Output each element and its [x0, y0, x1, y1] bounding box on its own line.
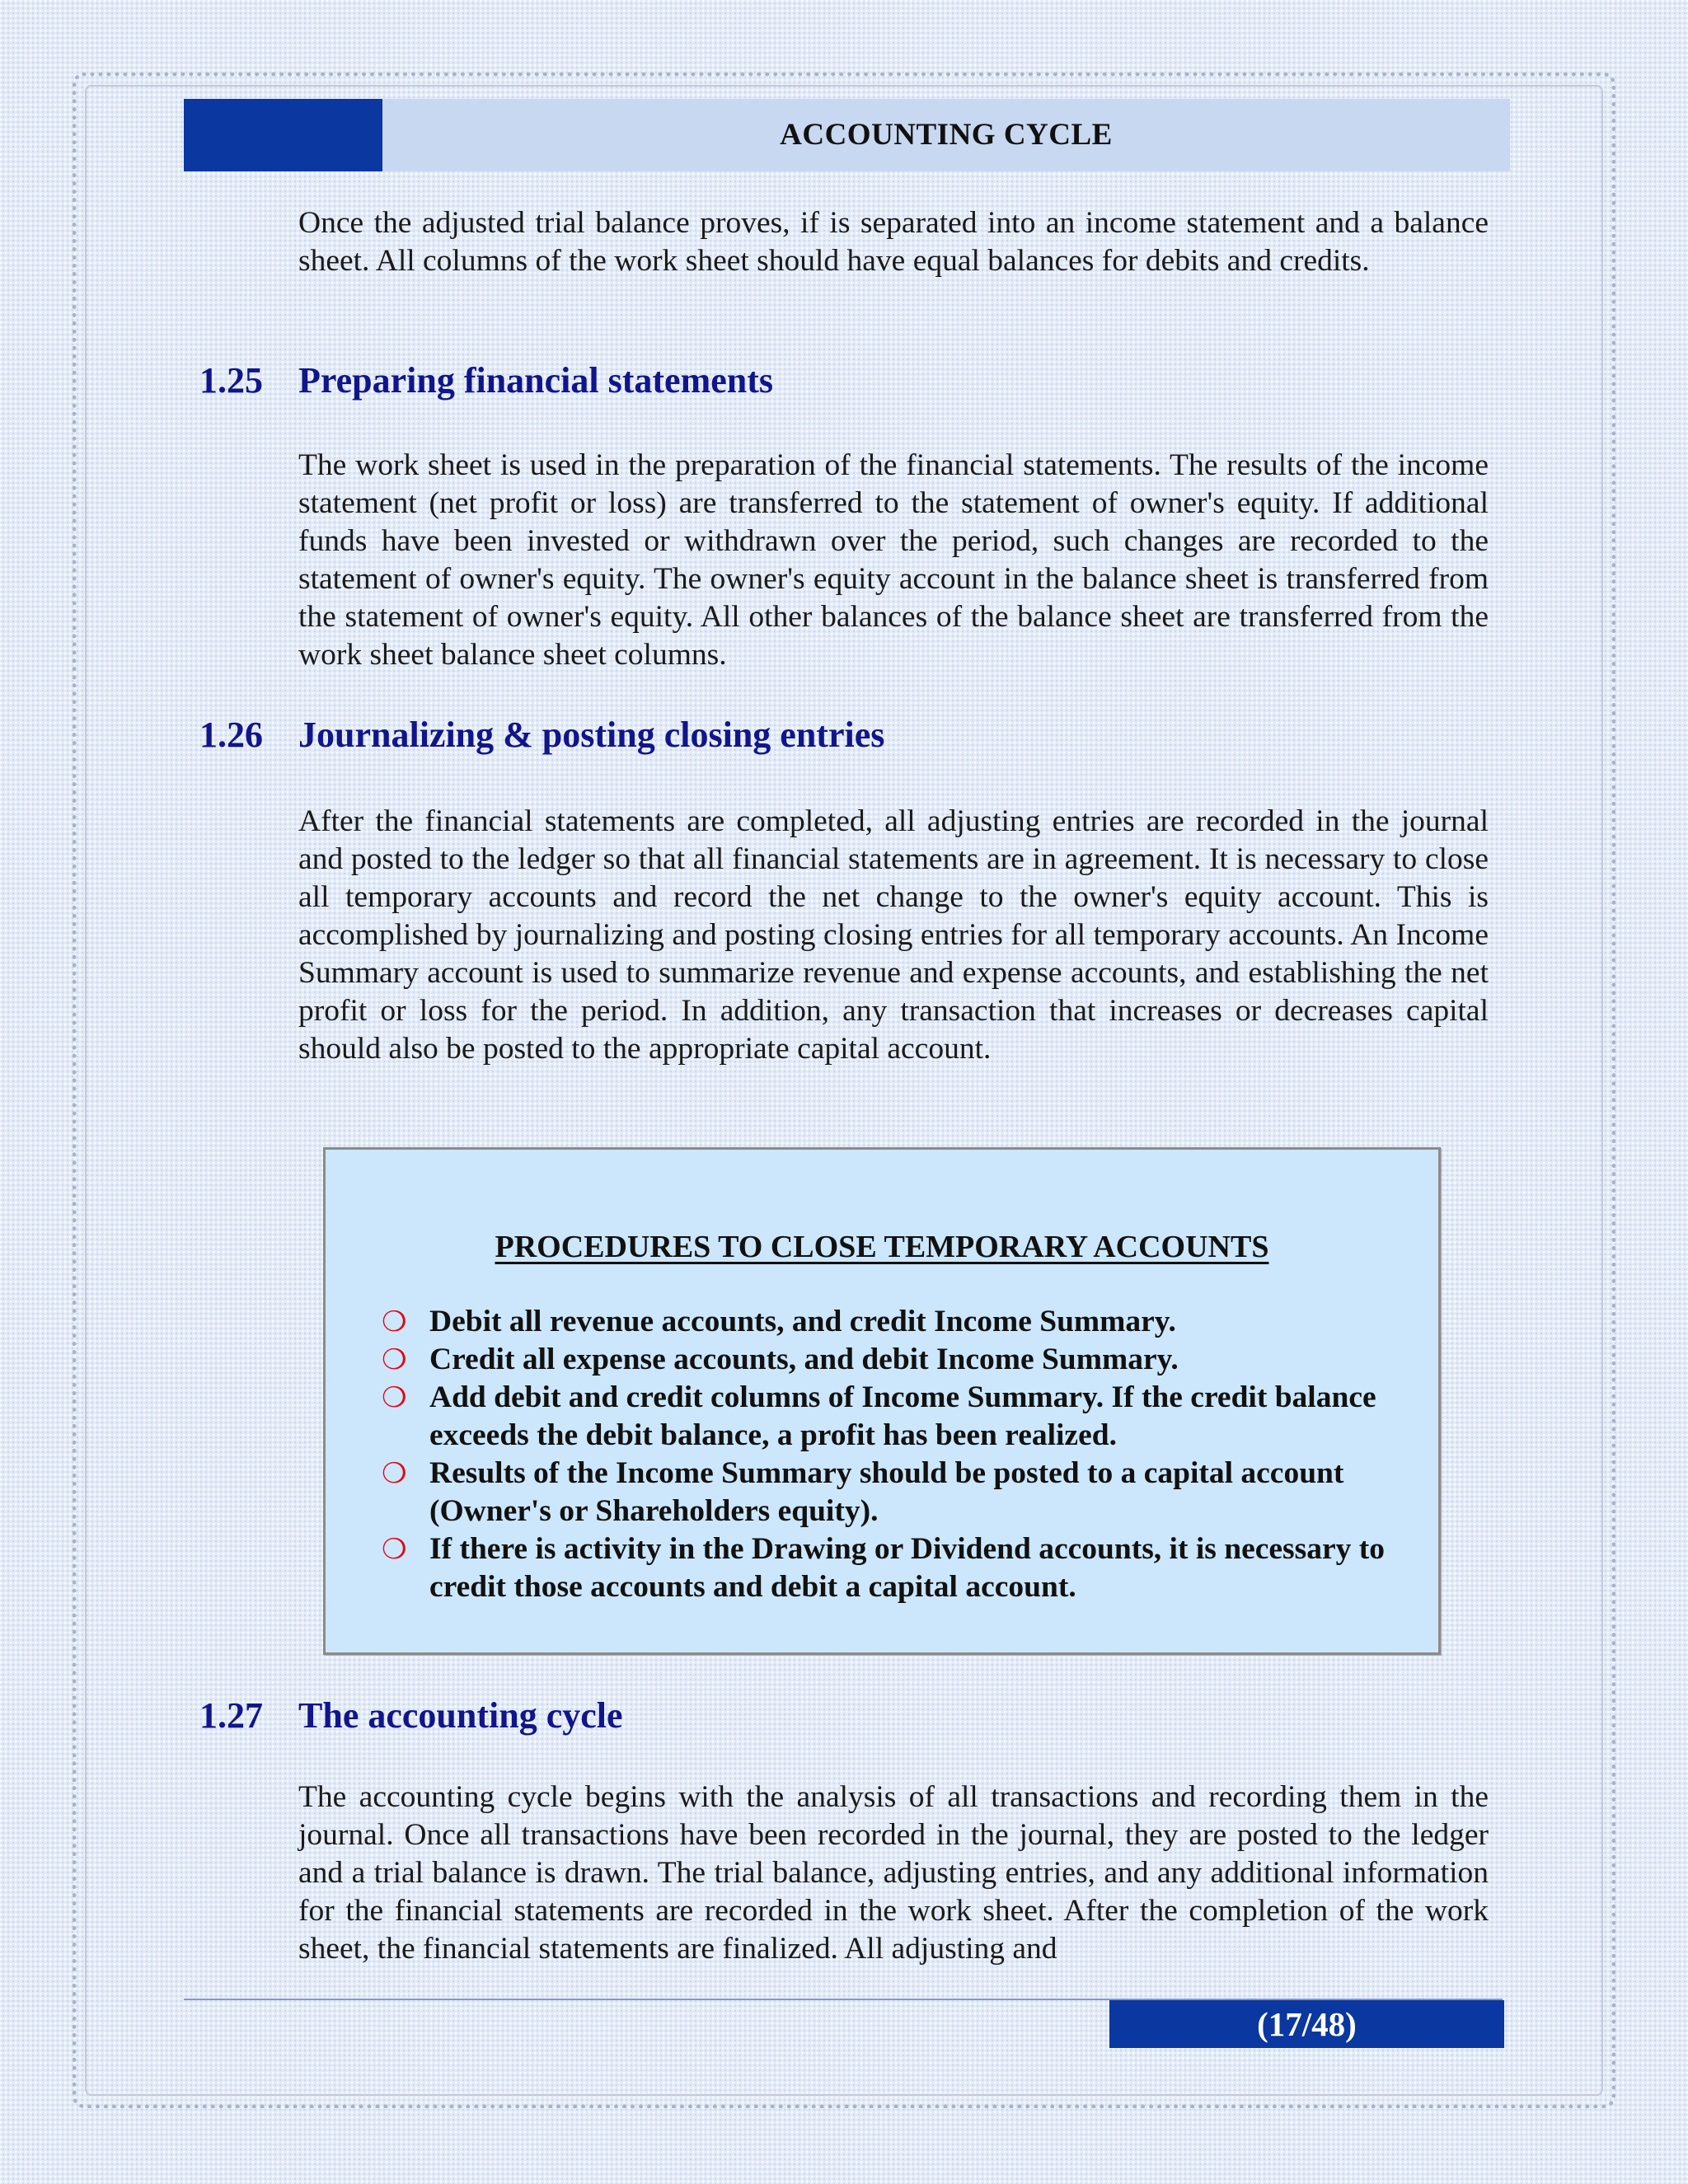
- procedures-list: [382, 1303, 1428, 1606]
- list-item-text: Debit all revenue accounts, and credit Income Summary.: [429, 1305, 1176, 1338]
- intro-paragraph: Once the adjusted trial balance proves, if is separated into an income statement and a balance sheet. All columns of the work sheet should have equal balances for debits and credits.: [298, 206, 1489, 278]
- circle-bullet-icon: ❍: [382, 1533, 407, 1566]
- procedures-box-title: PROCEDURES TO CLOSE TEMPORARY ACCOUNTS: [495, 1230, 1269, 1264]
- section-number: 1.25: [199, 360, 263, 401]
- circle-bullet-icon: ❍: [382, 1381, 407, 1414]
- section-heading-1-27: [199, 1693, 623, 1739]
- section-title: Journalizing & posting closing entries: [298, 715, 885, 755]
- list-item: [382, 1341, 1428, 1379]
- list-item-text: Results of the Income Summary should be posted to a capital account (Owner's or Shareholders equity).: [429, 1456, 1344, 1528]
- section-1-26-paragraph: After the financial statements are completed, all adjusting entries are recorded in the journal and posted to the ledger so that all financial statements are in agreement. It is necessary to close all temporary accounts and record the net change to the owner's equity account. This is accomplished by journalizing and posting closing entries for all temporary accounts. An Income Summary account is used to summarize revenue and expense accounts, and establishing the net profit or loss for the period. In addition, any transaction that increases or decreases capital should also be posted to the appropriate capital account.: [298, 804, 1489, 1066]
- circle-bullet-icon: ❍: [382, 1305, 407, 1338]
- circle-bullet-icon: ❍: [382, 1343, 407, 1376]
- section-heading-1-26: [199, 712, 884, 758]
- procedures-box: [323, 1147, 1441, 1655]
- list-item-text: Add debit and credit columns of Income Summary. If the credit balance exceeds the debit balance, a profit has been realized.: [429, 1380, 1376, 1452]
- section-heading-1-25: [199, 358, 773, 404]
- section-1-27-paragraph: The accounting cycle begins with the analysis of all transactions and recording them in the journal. Once all transactions have been recorded in the journal, they are posted to the ledger and a trial balance is drawn. The trial balance, adjusting entries, and any additional information for the financial statements are recorded in the work sheet. After the completion of the work sheet, the financial statements are finalized. All adjusting and: [298, 1780, 1489, 1966]
- circle-bullet-icon: ❍: [382, 1457, 407, 1490]
- section-1-25-paragraph: The work sheet is used in the preparation of the financial statements. The results of the income statement (net profit or loss) are transferred to the statement of owner's equity. If additional funds have been invested or withdrawn over the period, such changes are recorded to the statement of owner's equity. The owner's equity account in the balance sheet is transferred from the statement of owner's equity. All other balances of the balance sheet are transferred from the work sheet balance sheet columns.: [298, 448, 1489, 672]
- page-number-badge: (17/48): [1109, 2000, 1504, 2048]
- list-item-text: If there is activity in the Drawing or Dividend accounts, it is necessary to credit those accounts and debit a capital account.: [429, 1532, 1385, 1604]
- section-title: Preparing financial statements: [298, 360, 774, 401]
- list-item: [382, 1455, 1428, 1530]
- section-title: The accounting cycle: [298, 1695, 623, 1736]
- page-header-bar: [184, 99, 1510, 171]
- page-header-title: ACCOUNTING CYCLE: [780, 118, 1113, 152]
- list-item: [382, 1303, 1428, 1341]
- section-number: 1.26: [199, 715, 263, 755]
- list-item: [382, 1530, 1428, 1606]
- section-number: 1.27: [199, 1695, 263, 1736]
- list-item-text: Credit all expense accounts, and debit Income Summary.: [429, 1343, 1179, 1376]
- list-item: [382, 1379, 1428, 1455]
- header-accent-block: [184, 99, 382, 171]
